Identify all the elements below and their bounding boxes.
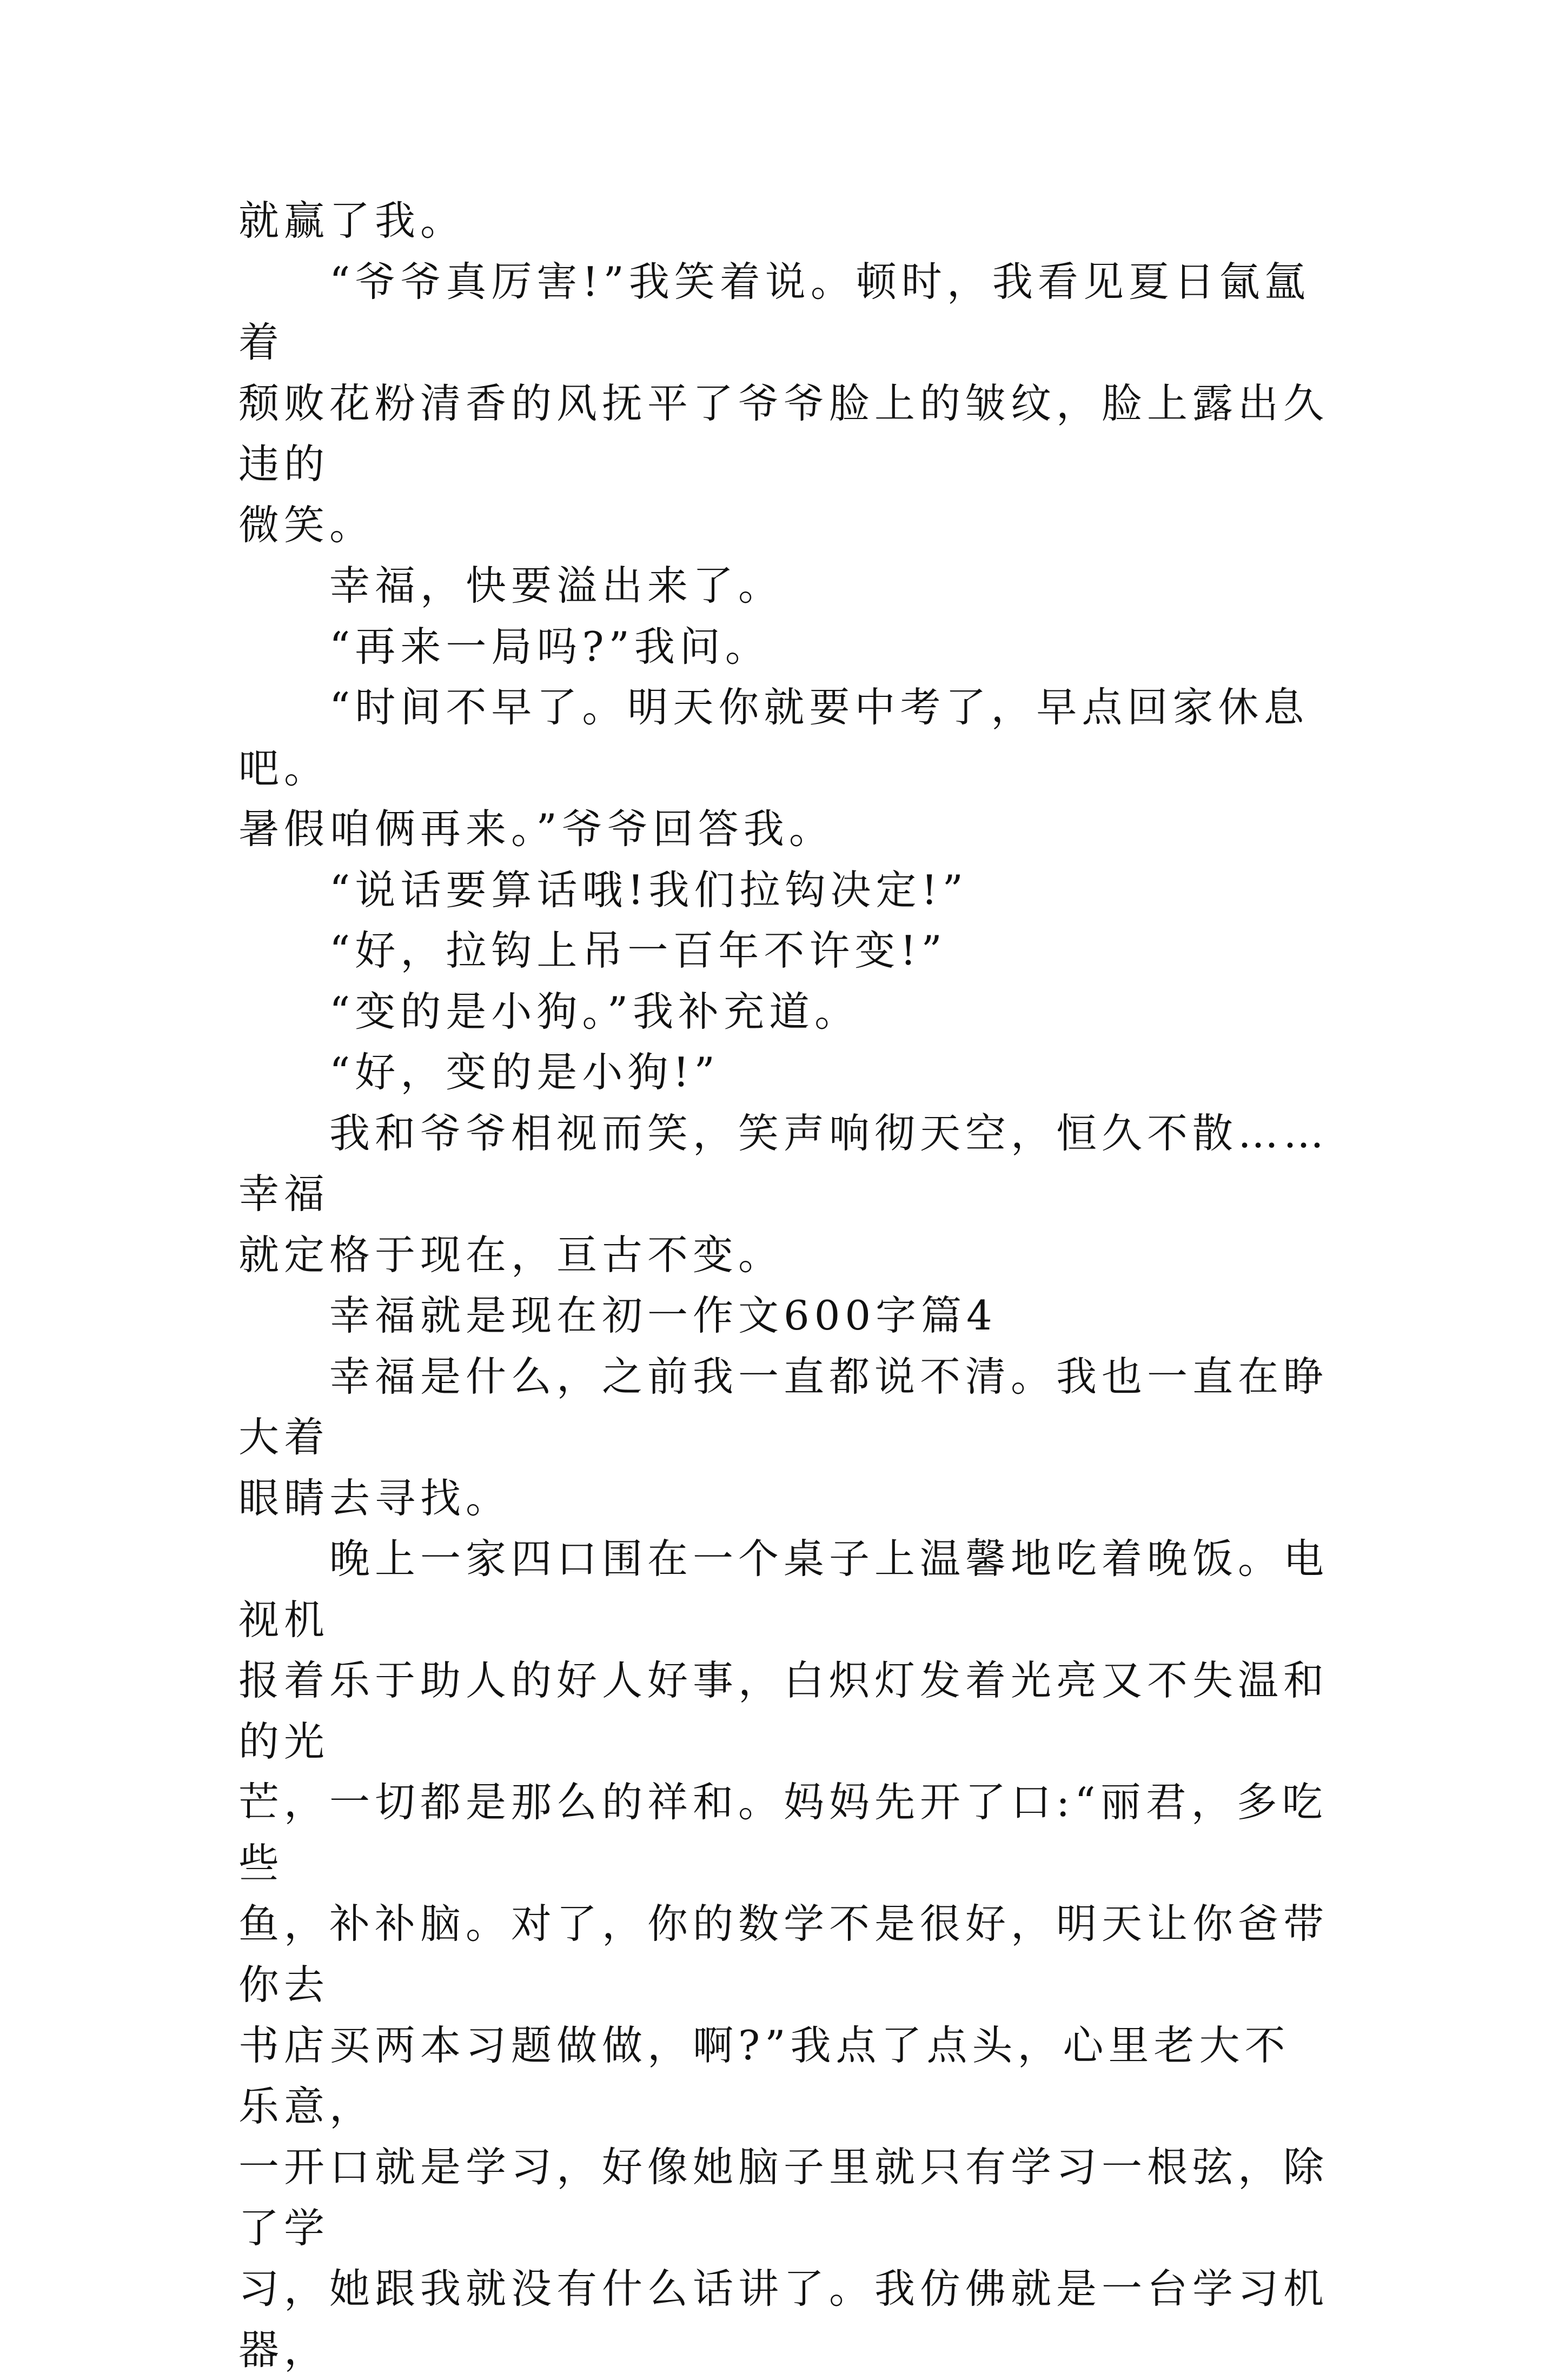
paragraph-10: 我和爷爷相视而笑，笑声响彻天空，恒久不散……幸福 就定格于现在，亘古不变。	[238, 1109, 1329, 1279]
essay-text	[238, 190, 1331, 2380]
paragraph-12: 幸福是什么，之前我一直都说不清。我也一直在睁大着 眼睛去寻找。	[238, 1352, 1329, 1522]
paragraph-8: “变的是小狗。”我补充道。	[238, 987, 860, 1035]
section-heading: 幸福就是现在初一作文600字篇4	[238, 1292, 997, 1339]
paragraph-3: 幸福，快要溢出来了。	[238, 562, 784, 609]
paragraph-1: 就赢了我。	[238, 197, 466, 244]
paragraph-7: “好，拉钩上吊一百年不许变!”	[238, 927, 947, 974]
paragraph-6: “说话要算话哦!我们拉钩决定!”	[238, 866, 968, 914]
paragraph-5: “时间不早了。明天你就要中考了，早点回家休息吧。 暑假咱俩再来。”爷爷回答我。	[238, 683, 1309, 853]
paragraph-4: “再来一局吗?”我问。	[238, 622, 771, 670]
paragraph-9: “好，变的是小狗!”	[238, 1048, 720, 1096]
paragraph-13: 晚上一家四口围在一个桌子上温馨地吃着晚饭。电视机 报着乐于助人的好人好事，白炽灯发着光亮又不失温和的光 芒，一切都是那么的祥和。妈妈先开了口:“丽君，多吃些 鱼，补补脑。对了，你的数学不是很好，明天让你爸带你去 书店买两本习题做做，啊?”我点了点头，心里老大不乐意， 一开口就是学习，好像她脑子里就只有学习一根弦，除了学 习，她跟我就没有什么话讲了。我仿佛就是一台学习机器，	[238, 1535, 1329, 2374]
paragraph-2: “爷爷真厉害!”我笑着说。顿时，我看见夏日氤氲着 颓败花粉清香的风抚平了爷爷脸上的皱纹，脸上露出久违的 微笑。	[238, 257, 1329, 549]
